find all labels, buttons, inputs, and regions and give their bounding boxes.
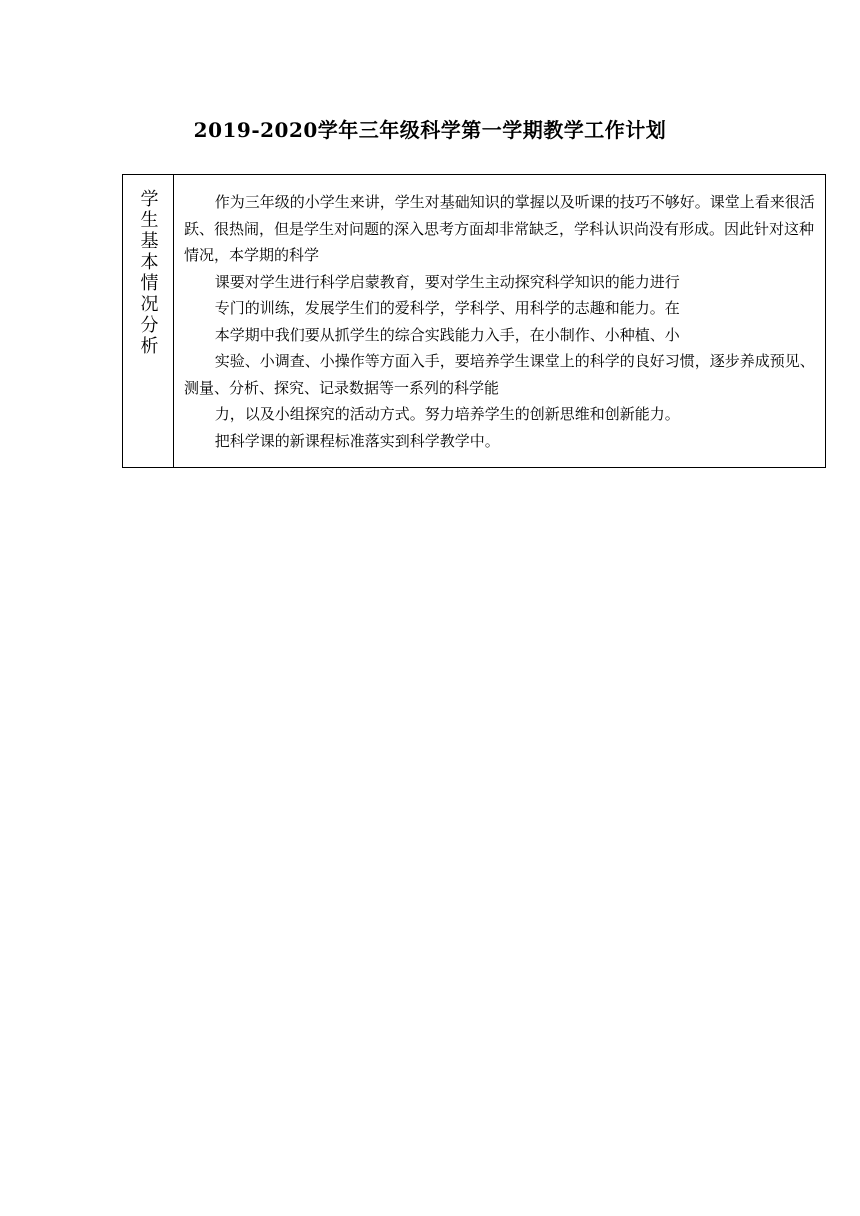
document-title: 2019-2020学年三年级科学第一学期教学工作计划 bbox=[193, 118, 667, 142]
analysis-content-cell bbox=[174, 175, 825, 467]
paragraph-line: 力，以及小组探究的活动方式。努力培养学生的创新思维和创新能力。 bbox=[214, 405, 680, 423]
row-label: 学生基本情况分析 bbox=[137, 189, 159, 357]
paragraph-line: 课要对学生进行科学启蒙教育，要对学生主动探究科学知识的能力进行 bbox=[214, 272, 680, 291]
paragraph-line: 实验、小调查、小操作等方面入手，要培养学生课堂上的科学的良好习惯，逐步养成预见、测量、分析、探究、记录数据等一系列的科学能 bbox=[184, 352, 815, 397]
paragraph-line: 本学期中我们要从抓学生的综合实践能力入手，在小制作、小种植、小 bbox=[214, 325, 680, 344]
row-label-cell bbox=[123, 175, 174, 467]
paragraph-line: 专门的训练，发展学生们的爱科学，学科学、用科学的志趣和能力。在 bbox=[214, 299, 680, 317]
paragraph-line: 作为三年级的小学生来讲，学生对基础知识的掌握以及听课的技巧不够好。课堂上看来很活跃、很热闹，但是学生对问题的深入思考方面却非常缺乏，学科认识尚没有形成。因此针对这种情况，本学期的科学 bbox=[184, 193, 815, 264]
student-analysis-table bbox=[122, 174, 826, 468]
paragraph-line: 把科学课的新课程标准落实到科学教学中。 bbox=[214, 431, 500, 450]
